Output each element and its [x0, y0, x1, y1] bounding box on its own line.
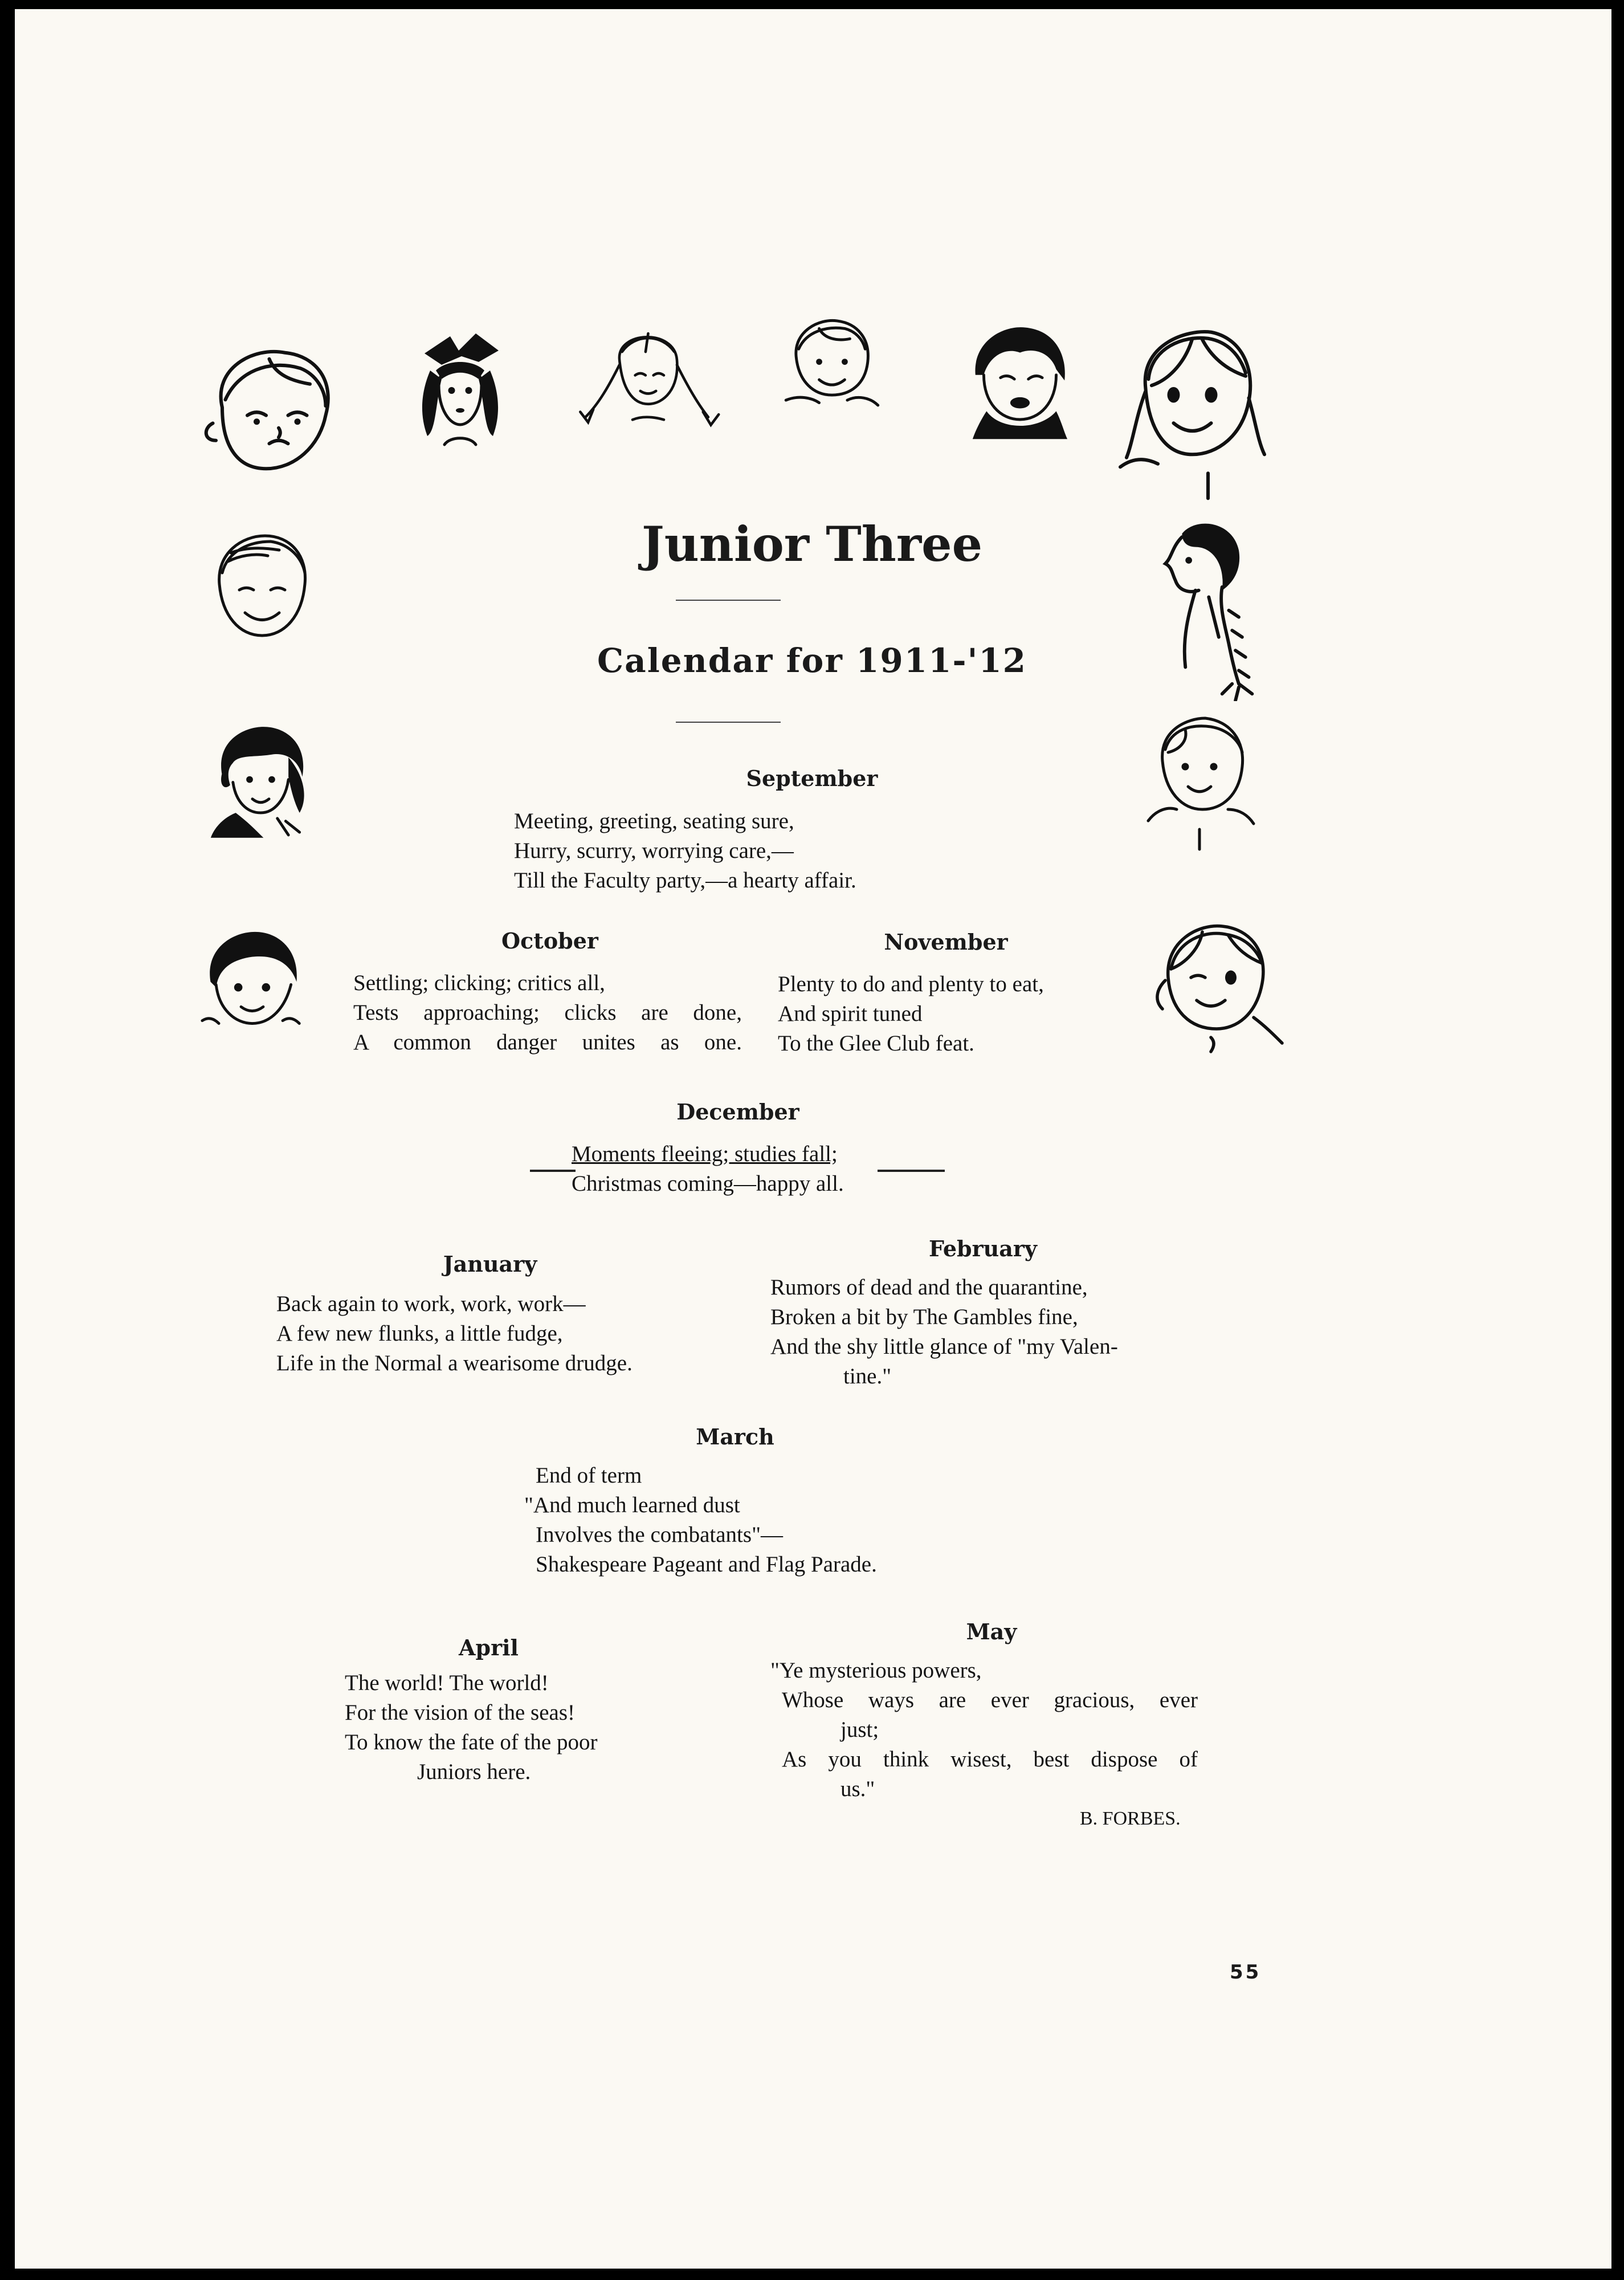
dark-haired-girl-face-icon [199, 929, 305, 1035]
february-line-4: tine." [843, 1364, 892, 1389]
september-line-1: Meeting, greeting, seating sure, [514, 809, 794, 833]
page-title: Junior Three [641, 516, 983, 572]
month-heading-november: November [884, 929, 1008, 955]
december-line-2: Christmas coming—happy all. [572, 1171, 844, 1196]
october-line-1: Settling; clicking; critics all, [353, 971, 605, 995]
may-line-1: "Ye mysterious powers, [770, 1658, 982, 1683]
april-line-2: For the vision of the seas! [345, 1700, 576, 1725]
laughing-girl-face-icon [1114, 316, 1271, 502]
may-line-4: As you think wisest, best dispose of [782, 1747, 1198, 1772]
march-line-3: Involves the combatants"— [536, 1522, 783, 1547]
month-heading-december: December [676, 1099, 799, 1125]
crying-baby-face-icon [191, 336, 348, 479]
title-divider [676, 600, 781, 601]
october-line-3: A common danger unites as one. [353, 1030, 742, 1054]
december-line-1: Moments fleeing; studies fall; [572, 1142, 838, 1166]
march-line-2: "And much learned dust [524, 1493, 740, 1517]
may-line-5: us." [840, 1777, 875, 1801]
month-heading-january: January [443, 1251, 537, 1277]
january-line-1: Back again to work, work, work— [276, 1292, 586, 1316]
february-line-2: Broken a bit by The Gambles fine, [770, 1305, 1078, 1329]
author-signature: B. FORBES. [1080, 1808, 1181, 1829]
month-heading-february: February [928, 1236, 1038, 1261]
december-left-dash [530, 1170, 576, 1172]
smiling-boy-face-icon [781, 311, 883, 410]
april-line-1: The world! The world! [345, 1671, 549, 1695]
april-line-3: To know the fate of the poor [345, 1730, 598, 1754]
january-line-3: Life in the Normal a wearisome drudge. [276, 1351, 633, 1375]
winking-girl-face-icon [1142, 915, 1285, 1057]
month-heading-march: March [696, 1424, 774, 1450]
september-line-3: Till the Faculty party,—a hearty affair. [514, 868, 856, 893]
month-heading-october: October [501, 928, 598, 954]
page-subtitle: Calendar for 1911-'12 [597, 641, 1027, 680]
november-line-3: To the Glee Club feat. [778, 1031, 974, 1056]
february-line-1: Rumors of dead and the quarantine, [770, 1275, 1088, 1300]
march-line-4: Shakespeare Pageant and Flag Parade. [536, 1552, 877, 1577]
may-line-3: just; [840, 1717, 879, 1742]
subtitle-divider [676, 722, 781, 723]
april-line-4: Juniors here. [417, 1760, 531, 1784]
girl-with-braids-face-icon [570, 312, 727, 443]
september-line-2: Hurry, scurry, worrying care,— [514, 838, 794, 863]
november-line-2: And spirit tuned [778, 1001, 923, 1026]
page-number: 55 [1230, 1961, 1262, 1984]
february-line-3: And the shy little glance of "my Valen- [770, 1334, 1118, 1359]
month-heading-may: May [966, 1619, 1017, 1644]
may-line-2: Whose ways are ever gracious, ever [782, 1688, 1198, 1712]
baby-face-icon [1142, 710, 1256, 852]
curly-haired-girl-face-icon [208, 721, 313, 841]
dark-haired-crying-face-icon [963, 319, 1077, 445]
march-line-1: End of term [536, 1463, 642, 1488]
november-line-1: Plenty to do and plenty to eat, [778, 972, 1044, 996]
girl-with-bow-face-icon [410, 328, 510, 459]
october-line-2: Tests approaching; clicks are done, [353, 1000, 742, 1025]
month-heading-april: April [459, 1635, 519, 1660]
month-heading-september: September [746, 766, 878, 791]
january-line-2: A few new flunks, a little fudge, [276, 1321, 563, 1346]
december-right-dash [878, 1170, 945, 1172]
